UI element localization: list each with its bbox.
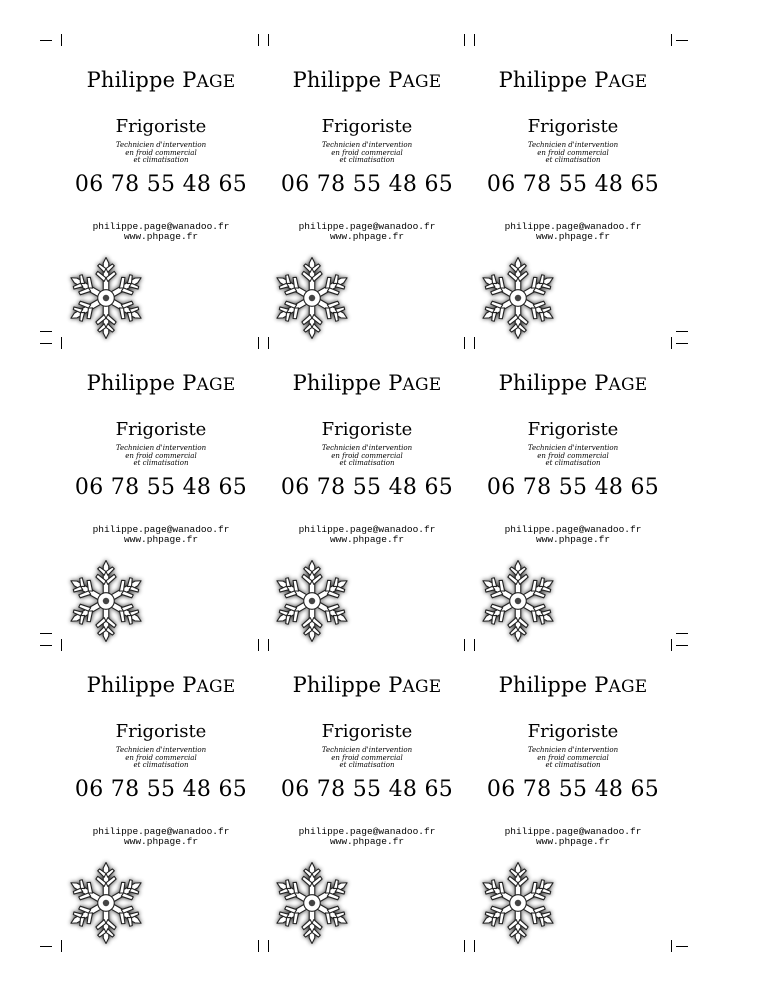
card-profession: Frigoriste: [115, 116, 207, 137]
snowflake-icon: [472, 555, 564, 647]
crop-mark: [258, 337, 259, 349]
card-name: Philippe PAGE: [292, 673, 442, 697]
card-contact: [264, 222, 470, 242]
crop-mark: [40, 331, 52, 332]
business-card: [58, 40, 264, 340]
crop-mark: [40, 633, 52, 634]
business-card: [264, 40, 470, 340]
card-email: philippe.page@wanadoo.fr: [504, 826, 642, 837]
description-line: Technicien d'intervention: [527, 141, 619, 149]
card-name: Philippe PAGE: [498, 371, 648, 395]
card-phone: 06 78 55 48 65: [486, 475, 660, 500]
description-line: Technicien d'intervention: [115, 444, 207, 452]
card-website: www.phpage.fr: [535, 231, 611, 242]
crop-mark: [268, 639, 269, 651]
snowflake-icon: [266, 857, 358, 949]
description-line: et climatisation: [545, 156, 601, 164]
crop-mark: [40, 645, 52, 646]
description-line: en froid commercial: [331, 753, 403, 762]
description-line: et climatisation: [339, 459, 395, 467]
description-line: et climatisation: [133, 459, 189, 467]
description-line: et climatisation: [339, 761, 395, 769]
card-description: [264, 747, 470, 770]
business-card: [470, 343, 676, 643]
crop-mark: [676, 946, 688, 947]
crop-mark: [464, 639, 465, 651]
card-email: philippe.page@wanadoo.fr: [504, 524, 642, 535]
crop-mark: [676, 633, 688, 634]
crop-mark: [474, 639, 475, 651]
description-line: en froid commercial: [125, 451, 197, 460]
card-website: www.phpage.fr: [329, 231, 405, 242]
snowflake-icon: [60, 555, 152, 647]
card-email: philippe.page@wanadoo.fr: [298, 221, 436, 232]
card-profession: Frigoriste: [321, 721, 413, 742]
crop-mark: [268, 34, 269, 46]
description-line: Technicien d'intervention: [321, 746, 413, 754]
card-description: [470, 142, 676, 165]
card-email: philippe.page@wanadoo.fr: [298, 524, 436, 535]
business-card: [264, 343, 470, 643]
card-contact: [470, 827, 676, 847]
business-card: [58, 343, 264, 643]
crop-mark: [61, 34, 62, 46]
description-line: en froid commercial: [331, 451, 403, 460]
description-line: et climatisation: [545, 459, 601, 467]
description-line: en froid commercial: [125, 148, 197, 157]
snowflake-icon: [60, 857, 152, 949]
card-phone: 06 78 55 48 65: [280, 777, 454, 802]
crop-mark: [258, 940, 259, 952]
card-phone: 06 78 55 48 65: [74, 475, 248, 500]
card-website: www.phpage.fr: [123, 534, 199, 545]
crop-mark: [464, 337, 465, 349]
description-line: Technicien d'intervention: [527, 444, 619, 452]
card-description: [470, 747, 676, 770]
card-phone: 06 78 55 48 65: [74, 172, 248, 197]
crop-mark: [671, 337, 672, 349]
description-line: en froid commercial: [331, 148, 403, 157]
card-contact: [58, 827, 264, 847]
card-phone: 06 78 55 48 65: [280, 172, 454, 197]
snowflake-icon: [266, 252, 358, 344]
crop-mark: [268, 337, 269, 349]
description-line: et climatisation: [339, 156, 395, 164]
description-line: en froid commercial: [537, 148, 609, 157]
card-contact: [264, 525, 470, 545]
crop-mark: [676, 40, 688, 41]
card-name: Philippe PAGE: [86, 371, 236, 395]
card-name: Philippe PAGE: [86, 68, 236, 92]
description-line: et climatisation: [133, 156, 189, 164]
card-description: [58, 747, 264, 770]
crop-mark: [671, 940, 672, 952]
business-card: [264, 645, 470, 945]
crop-mark: [671, 639, 672, 651]
crop-mark: [474, 34, 475, 46]
card-profession: Frigoriste: [321, 116, 413, 137]
card-email: philippe.page@wanadoo.fr: [92, 826, 230, 837]
description-line: et climatisation: [545, 761, 601, 769]
description-line: Technicien d'intervention: [115, 746, 207, 754]
card-description: [264, 142, 470, 165]
card-profession: Frigoriste: [527, 419, 619, 440]
card-contact: [264, 827, 470, 847]
card-name: Philippe PAGE: [292, 68, 442, 92]
crop-mark: [474, 337, 475, 349]
description-line: Technicien d'intervention: [321, 444, 413, 452]
card-contact: [470, 222, 676, 242]
card-name: Philippe PAGE: [498, 68, 648, 92]
snowflake-icon: [60, 252, 152, 344]
crop-mark: [40, 946, 52, 947]
card-email: philippe.page@wanadoo.fr: [92, 524, 230, 535]
card-contact: [58, 222, 264, 242]
card-description: [58, 445, 264, 468]
card-website: www.phpage.fr: [123, 836, 199, 847]
description-line: en froid commercial: [125, 753, 197, 762]
card-description: [264, 445, 470, 468]
snowflake-icon: [472, 252, 564, 344]
card-website: www.phpage.fr: [535, 836, 611, 847]
card-phone: 06 78 55 48 65: [280, 475, 454, 500]
crop-mark: [676, 331, 688, 332]
card-phone: 06 78 55 48 65: [486, 777, 660, 802]
card-profession: Frigoriste: [115, 721, 207, 742]
card-contact: [58, 525, 264, 545]
description-line: en froid commercial: [537, 451, 609, 460]
description-line: en froid commercial: [537, 753, 609, 762]
crop-mark: [676, 343, 688, 344]
card-profession: Frigoriste: [321, 419, 413, 440]
card-description: [470, 445, 676, 468]
card-email: philippe.page@wanadoo.fr: [92, 221, 230, 232]
card-website: www.phpage.fr: [329, 836, 405, 847]
crop-mark: [61, 639, 62, 651]
card-website: www.phpage.fr: [123, 231, 199, 242]
snowflake-icon: [472, 857, 564, 949]
crop-mark: [61, 940, 62, 952]
card-website: www.phpage.fr: [329, 534, 405, 545]
crop-mark: [61, 337, 62, 349]
description-line: Technicien d'intervention: [527, 746, 619, 754]
card-profession: Frigoriste: [527, 116, 619, 137]
card-phone: 06 78 55 48 65: [74, 777, 248, 802]
card-description: [58, 142, 264, 165]
card-name: Philippe PAGE: [86, 673, 236, 697]
crop-mark: [676, 645, 688, 646]
crop-mark: [474, 940, 475, 952]
business-card: [470, 645, 676, 945]
crop-mark: [464, 34, 465, 46]
snowflake-icon: [266, 555, 358, 647]
card-phone: 06 78 55 48 65: [486, 172, 660, 197]
crop-mark: [258, 34, 259, 46]
description-line: et climatisation: [133, 761, 189, 769]
crop-mark: [671, 34, 672, 46]
card-website: www.phpage.fr: [535, 534, 611, 545]
crop-mark: [258, 639, 259, 651]
card-profession: Frigoriste: [115, 419, 207, 440]
crop-mark: [40, 343, 52, 344]
crop-mark: [40, 40, 52, 41]
card-email: philippe.page@wanadoo.fr: [504, 221, 642, 232]
crop-mark: [268, 940, 269, 952]
card-name: Philippe PAGE: [292, 371, 442, 395]
business-card: [470, 40, 676, 340]
description-line: Technicien d'intervention: [115, 141, 207, 149]
business-card: [58, 645, 264, 945]
description-line: Technicien d'intervention: [321, 141, 413, 149]
card-name: Philippe PAGE: [498, 673, 648, 697]
card-email: philippe.page@wanadoo.fr: [298, 826, 436, 837]
crop-mark: [464, 940, 465, 952]
card-profession: Frigoriste: [527, 721, 619, 742]
card-contact: [470, 525, 676, 545]
